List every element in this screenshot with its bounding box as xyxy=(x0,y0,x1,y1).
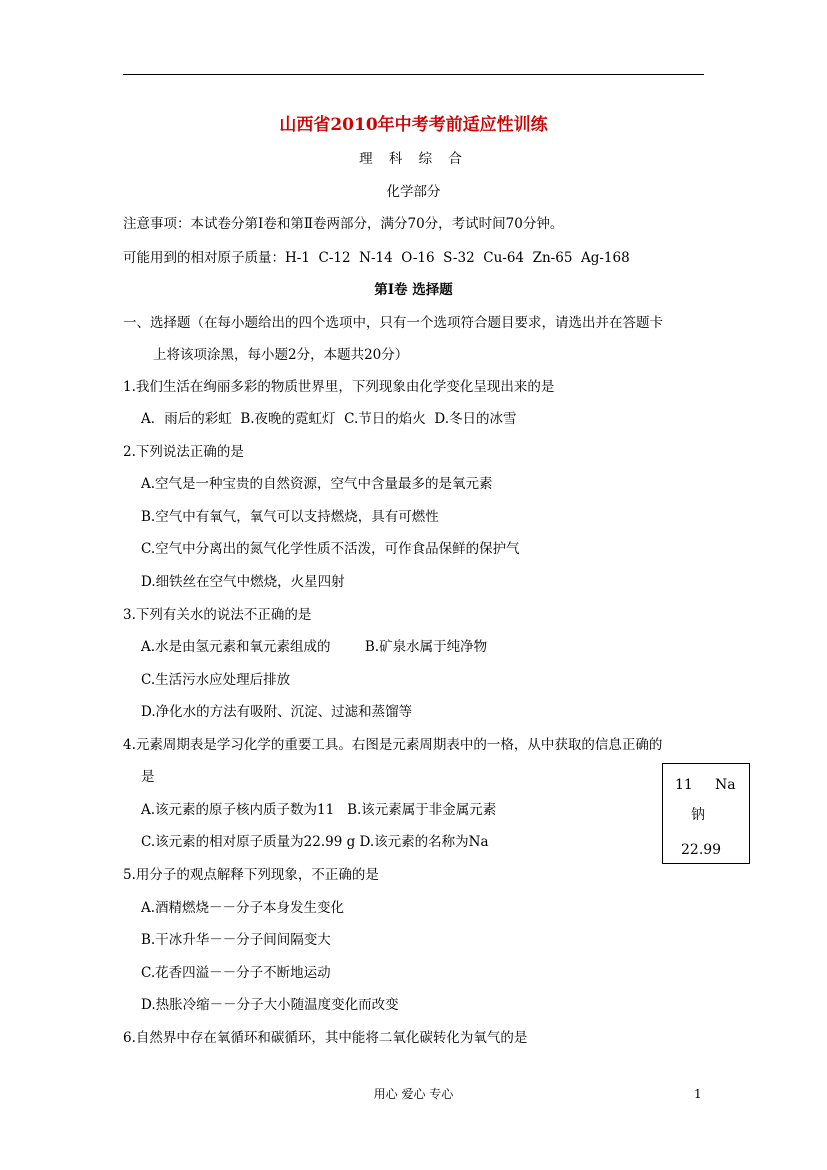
part-heading: 第Ⅰ卷 选择题 xyxy=(374,282,453,298)
notice-text: 注意事项：本试卷分第Ⅰ卷和第Ⅱ卷两部分，满分70分，考试时间70分钟。 xyxy=(123,216,564,232)
question-4-stem-line-1: 4.元素周期表是学习化学的重要工具。右图是元素周期表中的一格，从中获取的信息正确的 xyxy=(123,737,663,753)
question-1-options: A．雨后的彩虹 B.夜晚的霓虹灯 C.节日的焰火 D.冬日的冰雪 xyxy=(141,411,517,427)
footer-motto: 用心 爱心 专心 xyxy=(373,1087,454,1101)
question-5-stem: 5.用分子的观点解释下列现象，不正确的是 xyxy=(123,867,379,883)
question-3-option-c: C.生活污水应处理后排放 xyxy=(141,672,291,688)
subject-heading: 理 科 综 合 xyxy=(359,151,468,167)
question-4-options-cd: C.该元素的相对原子质量为22.99 g D.该元素的名称为Na xyxy=(141,834,489,850)
question-5-option-b: B.干冰升华－－分子间间隔变大 xyxy=(141,932,331,948)
instructions-line-1: 一、选择题（在每小题给出的四个选项中，只有一个选项符合题目要求，请选出并在答题卡 xyxy=(123,315,663,331)
question-4-stem-line-2: 是 xyxy=(141,769,155,785)
question-5-option-d: D.热胀冷缩－－分子大小随温度变化而改变 xyxy=(141,997,399,1013)
element-symbol: Na xyxy=(715,777,736,793)
page-number: 1 xyxy=(694,1087,702,1101)
question-3-stem: 3.下列有关水的说法不正确的是 xyxy=(123,607,312,623)
question-2-option-d: D.细铁丝在空气中燃烧，火星四射 xyxy=(141,574,345,590)
question-1-stem: 1.我们生活在绚丽多彩的物质世界里，下列现象由化学变化呈现出来的是 xyxy=(123,379,555,395)
question-2-option-a: A.空气是一种宝贵的自然资源，空气中含量最多的是氧元素 xyxy=(141,476,493,492)
header-rule xyxy=(123,74,704,75)
atomic-masses-text: 可能用到的相对原子质量：H-1 C-12 N-14 O-16 S-32 Cu-64 Zn-65 Ag-168 xyxy=(123,250,630,266)
element-atomic-mass: 22.99 xyxy=(681,842,722,858)
question-5-option-c: C.花香四溢－－分子不断地运动 xyxy=(141,965,331,981)
document-title: 山西省2010年中考考前适应性训练 xyxy=(279,115,548,135)
question-5-option-a: A.酒精燃烧－－分子本身发生变化 xyxy=(141,900,345,916)
periodic-table-cell xyxy=(662,763,750,864)
section-heading: 化学部分 xyxy=(386,184,441,200)
question-3-option-d: D.净化水的方法有吸附、沉淀、过滤和蒸馏等 xyxy=(141,704,413,720)
element-name: 钠 xyxy=(691,807,705,823)
question-3-options-ab: A.水是由氢元素和氧元素组成的 B.矿泉水属于纯净物 xyxy=(141,639,488,655)
element-atomic-number: 11 xyxy=(675,777,693,793)
question-2-stem: 2.下列说法正确的是 xyxy=(123,444,244,460)
question-2-option-c: C.空气中分离出的氮气化学性质不活泼，可作食品保鲜的保护气 xyxy=(141,541,520,557)
question-2-option-b: B.空气中有氧气，氧气可以支持燃烧，具有可燃性 xyxy=(141,509,439,525)
instructions-line-2: 上将该项涂黑，每小题2分，本题共20分） xyxy=(153,347,409,363)
question-4-options-ab: A.该元素的原子核内质子数为11 B.该元素属于非金属元素 xyxy=(141,802,497,818)
question-6-stem: 6.自然界中存在氧循环和碳循环，其中能将二氧化碳转化为氧气的是 xyxy=(123,1030,528,1046)
